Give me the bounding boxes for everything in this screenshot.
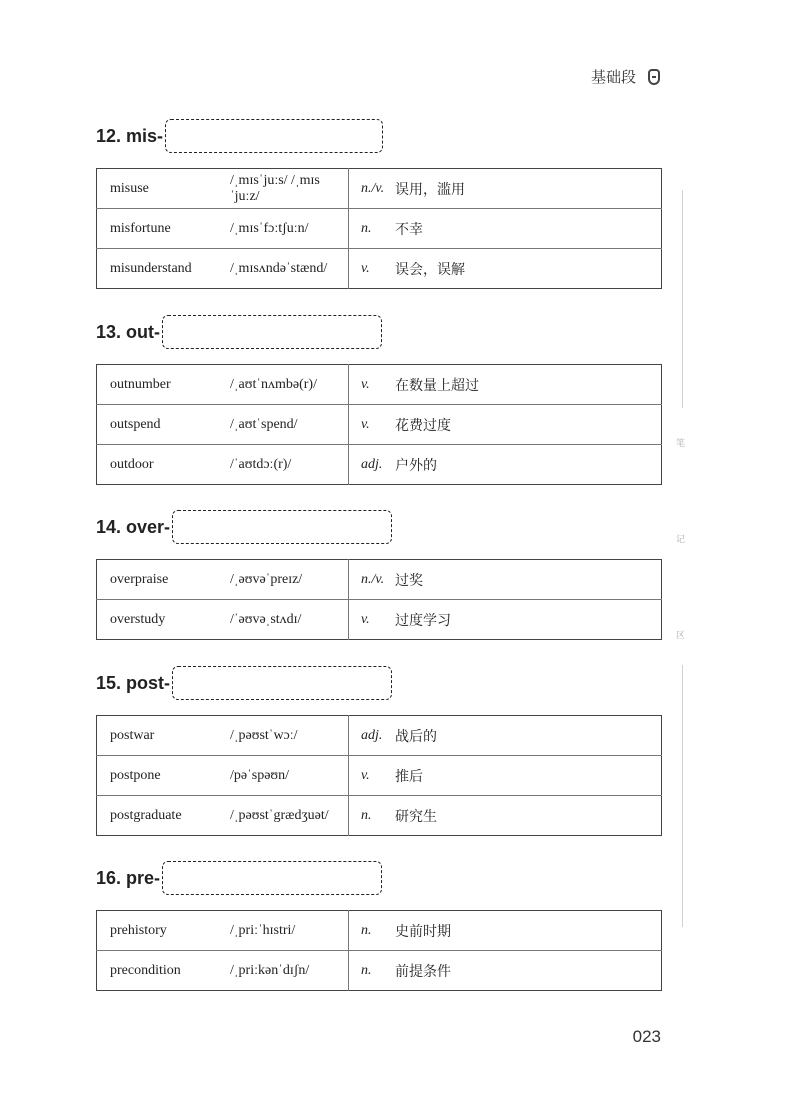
section-title: [96, 858, 662, 898]
vocab-table: [96, 168, 662, 289]
phonetic: /ˌpəʊstˈgrædʒuət/: [230, 796, 349, 836]
table-row: [97, 951, 662, 991]
phonetic: /ˌaʊtˈspend/: [230, 405, 349, 445]
phonetic: /ˌpəʊstˈwɔː/: [230, 716, 349, 756]
note-area-line-top: [682, 190, 683, 408]
table-row: [97, 445, 662, 485]
phonetic: /ˌmɪsʌndəˈstænd/: [230, 249, 349, 289]
word: outnumber: [97, 365, 231, 405]
note-area-line-bottom: [682, 665, 683, 927]
page-number: 023: [632, 1027, 661, 1046]
phonetic: /pəˈspəʊn/: [230, 756, 349, 796]
part-of-speech: adj.: [361, 456, 383, 472]
table-row: [97, 756, 662, 796]
prefix-heading: 13. out-: [96, 321, 161, 342]
word: postgraduate: [110, 807, 182, 823]
table-row: [97, 716, 662, 756]
part-of-speech: n.: [349, 209, 396, 249]
fill-in-blank[interactable]: [165, 119, 383, 153]
vocab-table: [96, 715, 662, 836]
meaning: 不幸: [395, 209, 662, 249]
phonetic: /ˌaʊtˈnʌmbə(r)/: [230, 365, 349, 405]
section-post: [96, 663, 662, 836]
part-of-speech: n./v.: [349, 560, 396, 600]
fill-in-blank[interactable]: [172, 666, 392, 700]
section-title: [96, 663, 662, 703]
note-area-char-2: 记: [676, 535, 686, 545]
prefix-heading: 12. mis-: [96, 125, 164, 146]
book-icon: [648, 69, 660, 85]
table-row: [97, 365, 662, 405]
word: overpraise: [97, 560, 231, 600]
phonetic: /ˈəʊvəˌstʌdɪ/: [230, 600, 349, 640]
phonetic: /ˌpriːˈhɪstri/: [230, 911, 349, 951]
table-row: [97, 600, 662, 640]
word: outdoor: [110, 456, 154, 472]
part-of-speech: v.: [349, 365, 396, 405]
page-header: [591, 66, 660, 87]
phonetic: /ˈaʊtdɔː(r)/: [230, 445, 349, 485]
section-out: [96, 312, 662, 485]
part-of-speech: v.: [361, 611, 370, 627]
meaning: 过奖: [395, 560, 662, 600]
section-title: [96, 312, 662, 352]
table-row: [97, 249, 662, 289]
meaning: 误用，滥用: [395, 169, 662, 209]
word: misuse: [97, 169, 231, 209]
part-of-speech: n.: [349, 911, 396, 951]
word: overstudy: [110, 611, 166, 627]
meaning: 在数量上超过: [395, 365, 662, 405]
part-of-speech: n.: [361, 962, 372, 978]
meaning: 过度学习: [395, 612, 451, 629]
meaning: 研究生: [395, 808, 437, 825]
phonetic: /ˌmɪsˈjuːs/ /ˌmɪsˈjuːz/: [230, 169, 349, 209]
prefix-heading: 14. over-: [96, 516, 171, 537]
part-of-speech: v.: [349, 405, 396, 445]
part-of-speech: n.: [361, 807, 372, 823]
note-area-char-3: 区: [676, 631, 686, 641]
section-over: [96, 507, 662, 640]
prefix-heading: 16. pre-: [96, 867, 161, 888]
word: misfortune: [97, 209, 231, 249]
meaning: 前提条件: [395, 963, 451, 980]
part-of-speech: v.: [349, 756, 396, 796]
word: misunderstand: [110, 260, 192, 276]
phonetic: /ˌmɪsˈfɔːtʃuːn/: [230, 209, 349, 249]
section-mis: [96, 116, 662, 289]
vocab-table: [96, 364, 662, 485]
vocab-table: [96, 910, 662, 991]
table-row: [97, 560, 662, 600]
fill-in-blank[interactable]: [172, 510, 392, 544]
note-area-char-1: 笔: [676, 439, 686, 449]
prefix-heading: 15. post-: [96, 672, 171, 693]
table-row: [97, 209, 662, 249]
word: postwar: [97, 716, 231, 756]
meaning: 花费过度: [395, 405, 662, 445]
section-title: [96, 507, 662, 547]
word: precondition: [110, 962, 181, 978]
word: postpone: [97, 756, 231, 796]
meaning: 战后的: [395, 716, 662, 756]
meaning: 推后: [395, 756, 662, 796]
vocab-table: [96, 559, 662, 640]
meaning: 史前时期: [395, 911, 662, 951]
section-pre: [96, 858, 662, 991]
section-label: 基础段: [590, 69, 636, 86]
meaning: 户外的: [395, 457, 437, 474]
table-row: [97, 405, 662, 445]
fill-in-blank[interactable]: [162, 861, 382, 895]
table-row: [97, 796, 662, 836]
fill-in-blank[interactable]: [162, 315, 382, 349]
phonetic: /ˌpriːkənˈdɪʃn/: [230, 951, 349, 991]
word: prehistory: [97, 911, 231, 951]
part-of-speech: n./v.: [349, 169, 396, 209]
phonetic: /ˌəʊvəˈpreɪz/: [230, 560, 349, 600]
table-row: [97, 169, 662, 209]
part-of-speech: v.: [361, 260, 370, 276]
meaning: 误会，误解: [395, 261, 465, 278]
section-title: [96, 116, 662, 156]
table-row: [97, 911, 662, 951]
part-of-speech: adj.: [349, 716, 396, 756]
word: outspend: [97, 405, 231, 445]
